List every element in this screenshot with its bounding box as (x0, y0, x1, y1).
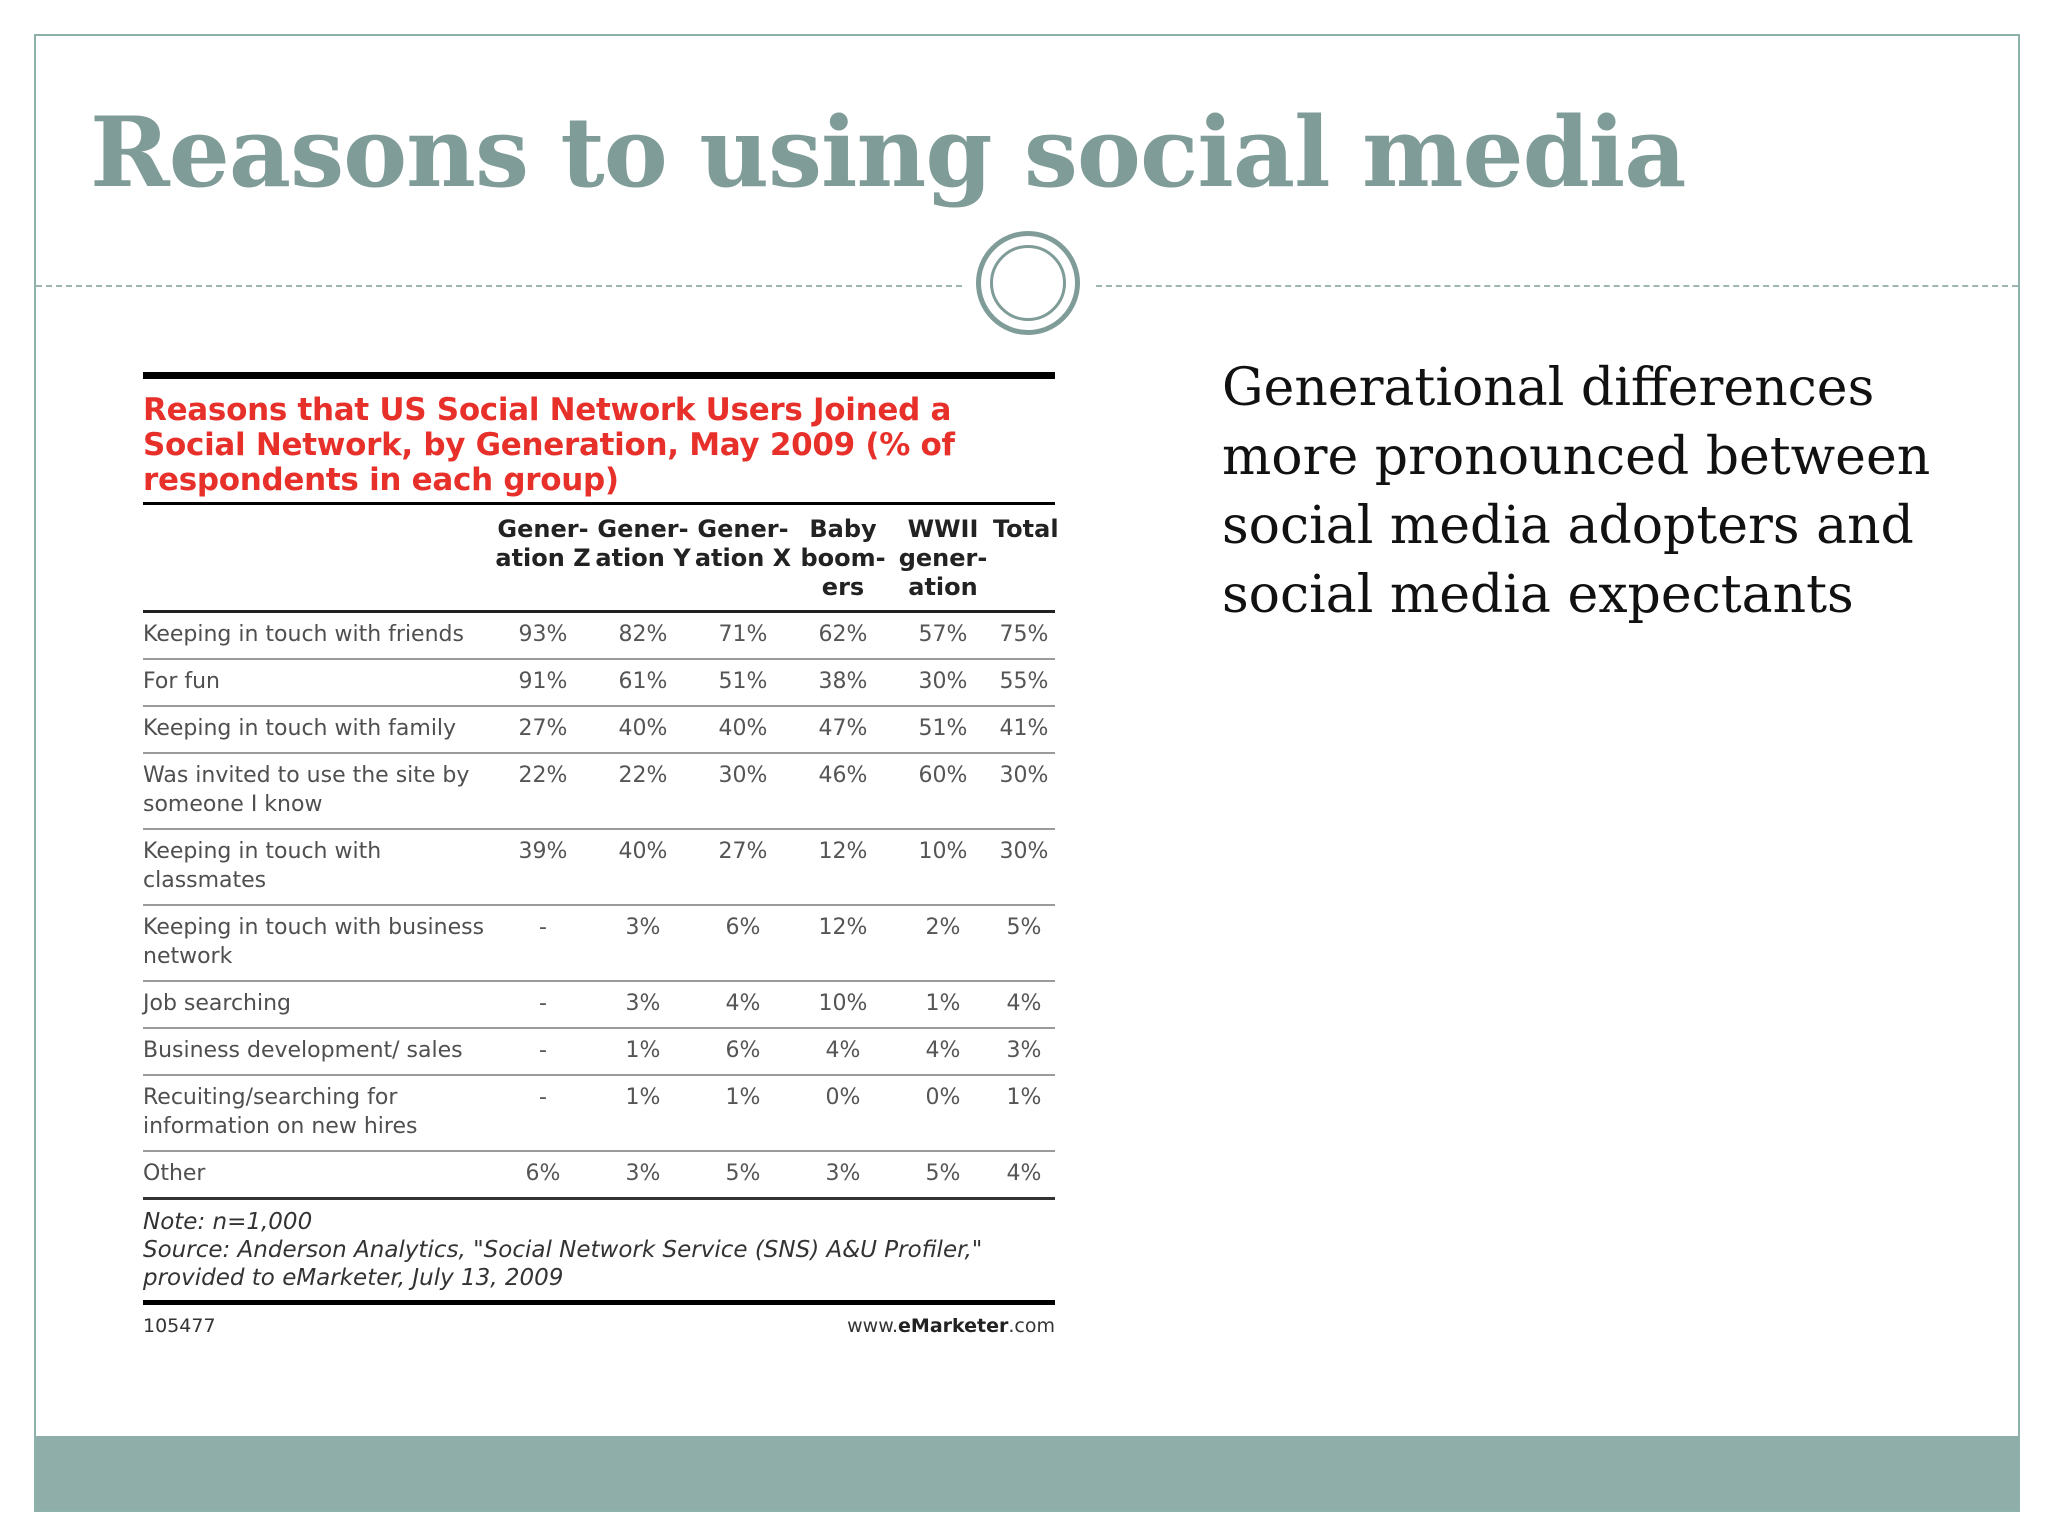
table-cell: - (493, 981, 593, 1028)
table-row (143, 612, 1055, 660)
data-table-figure (143, 372, 1059, 1337)
table-cell: 6% (693, 1028, 793, 1075)
table-cell: - (493, 905, 593, 981)
table-cell: 1% (693, 1075, 793, 1151)
table-cell: 6% (693, 905, 793, 981)
slide-title: Reasons to using social media (90, 96, 1686, 209)
table-cell: 40% (593, 706, 693, 753)
table-row (143, 1151, 1055, 1199)
table-cell: 1% (593, 1028, 693, 1075)
row-label: Recuiting/searching for information on new hires (143, 1075, 493, 1151)
table-cell: 12% (793, 829, 893, 905)
table-cell: 4% (993, 1151, 1055, 1199)
table-cell: 40% (593, 829, 693, 905)
brand-prefix: www. (847, 1315, 899, 1337)
table-cell: 30% (993, 753, 1055, 829)
source-text: Source: Anderson Analytics, "Social Network Service (SNS) A&U Profiler," provided to eMarketer, July 13, 2009 (143, 1237, 983, 1291)
table-row (143, 659, 1055, 706)
figure-title: Reasons that US Social Network Users Joined a Social Network, by Generation, May 2009 (% of respondents in each group) (143, 392, 955, 498)
column-header-label (143, 504, 493, 612)
row-label: Keeping in touch with friends (143, 612, 493, 660)
table-row (143, 706, 1055, 753)
chart-id: 105477 (143, 1315, 216, 1337)
column-header: Gener-ation Z (493, 504, 593, 612)
column-header: Gener-ation X (693, 504, 793, 612)
generation-reasons-table (143, 502, 1059, 1200)
table-row (143, 981, 1055, 1028)
row-label: Keeping in touch with family (143, 706, 493, 753)
row-label: Other (143, 1151, 493, 1199)
table-cell: 1% (993, 1075, 1055, 1151)
table-cell: 51% (693, 659, 793, 706)
table-cell: 10% (793, 981, 893, 1028)
brand-name: eMarketer (898, 1315, 1009, 1337)
table-cell: 22% (493, 753, 593, 829)
table-cell: 3% (793, 1151, 893, 1199)
table-cell: 3% (593, 981, 693, 1028)
slide-footer-bar (36, 1436, 2018, 1510)
table-cell: 27% (493, 706, 593, 753)
note-text: Note: n=1,000 (143, 1209, 313, 1235)
table-cell: 61% (593, 659, 693, 706)
table-cell: 51% (893, 706, 993, 753)
column-header: WWII gener-ation (893, 504, 993, 612)
table-cell: 30% (693, 753, 793, 829)
table-cell: 10% (893, 829, 993, 905)
row-label: Job searching (143, 981, 493, 1028)
title-divider-right (1096, 285, 2018, 287)
table-cell: 27% (693, 829, 793, 905)
column-header: Gener-ation Y (593, 504, 693, 612)
table-cell: 57% (893, 612, 993, 660)
figure-note (143, 1200, 1055, 1300)
table-cell: 4% (693, 981, 793, 1028)
column-header: Total (993, 504, 1055, 612)
table-cell: 0% (793, 1075, 893, 1151)
row-label: Keeping in touch with classmates (143, 829, 493, 905)
row-label: Keeping in touch with business network (143, 905, 493, 981)
title-divider-left (36, 285, 962, 287)
table-cell: 71% (693, 612, 793, 660)
row-label: Was invited to use the site by someone I know (143, 753, 493, 829)
table-row (143, 905, 1055, 981)
table-cell: 75% (993, 612, 1055, 660)
table-cell: 46% (793, 753, 893, 829)
brand-suffix: .com (1008, 1315, 1055, 1337)
table-cell: 30% (893, 659, 993, 706)
row-label: Business development/ sales (143, 1028, 493, 1075)
brand-credit (847, 1315, 1055, 1337)
table-cell: 5% (993, 905, 1055, 981)
table-row (143, 1028, 1055, 1075)
table-header-row (143, 504, 1055, 612)
table-cell: 3% (593, 905, 693, 981)
table-cell: 62% (793, 612, 893, 660)
table-cell: 41% (993, 706, 1055, 753)
table-cell: 4% (993, 981, 1055, 1028)
table-cell: 47% (793, 706, 893, 753)
table-cell: 39% (493, 829, 593, 905)
table-cell: - (493, 1028, 593, 1075)
table-cell: 55% (993, 659, 1055, 706)
table-cell: 40% (693, 706, 793, 753)
table-cell: 4% (893, 1028, 993, 1075)
table-cell: 4% (793, 1028, 893, 1075)
table-row (143, 1075, 1055, 1151)
table-cell: 0% (893, 1075, 993, 1151)
table-cell: 38% (793, 659, 893, 706)
column-header: Baby boom-ers (793, 504, 893, 612)
table-cell: 93% (493, 612, 593, 660)
table-cell: 5% (893, 1151, 993, 1199)
table-cell: 1% (893, 981, 993, 1028)
table-row (143, 829, 1055, 905)
table-row (143, 753, 1055, 829)
table-cell: 3% (993, 1028, 1055, 1075)
table-cell: 2% (893, 905, 993, 981)
figure-footer (143, 1305, 1055, 1337)
table-cell: 91% (493, 659, 593, 706)
table-cell: 22% (593, 753, 693, 829)
table-cell: 30% (993, 829, 1055, 905)
divider-ring-ornament (976, 231, 1080, 335)
table-cell: - (493, 1075, 593, 1151)
table-body (143, 612, 1055, 1199)
table-cell: 1% (593, 1075, 693, 1151)
table-cell: 5% (693, 1151, 793, 1199)
figure-top-rule (143, 372, 1055, 379)
table-cell: 3% (593, 1151, 693, 1199)
table-cell: 82% (593, 612, 693, 660)
table-cell: 60% (893, 753, 993, 829)
row-label: For fun (143, 659, 493, 706)
slide-body-text: Generational differences more pronounced between social media adopters and social media expectants (1222, 358, 1931, 625)
table-cell: 12% (793, 905, 893, 981)
table-cell: 6% (493, 1151, 593, 1199)
